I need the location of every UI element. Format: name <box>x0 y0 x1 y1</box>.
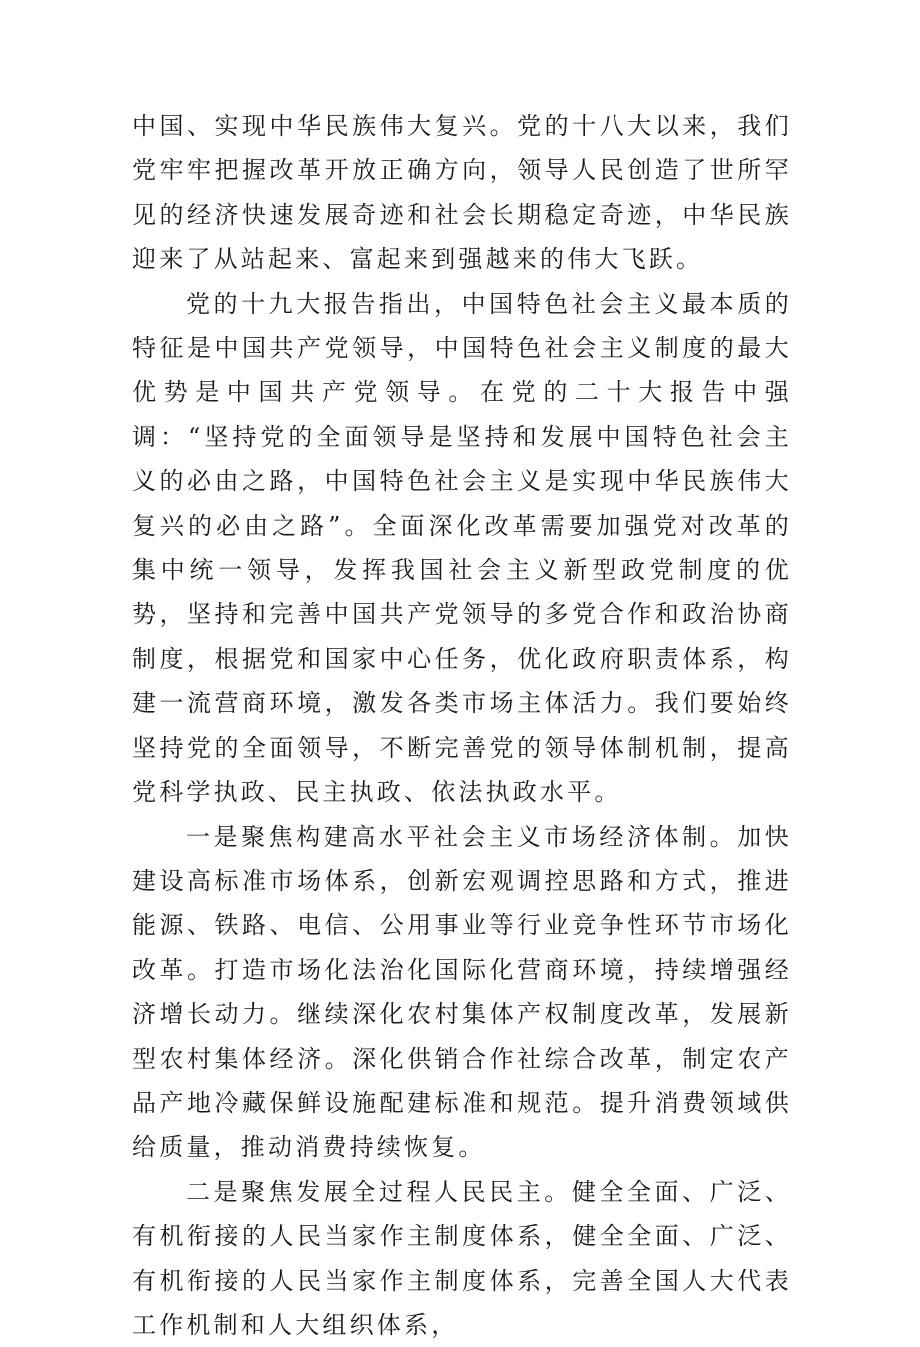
paragraph-4: 二是聚焦发展全过程人民民主。健全全面、广泛、有机衔接的人民当家作主制度体系，健全全面、广泛、有机衔接的人民当家作主制度体系，完善全国人大代表工作机制和人大组织体系， <box>132 1177 792 1339</box>
document-body <box>132 104 792 1347</box>
paragraph-1: 中国、实现中华民族伟大复兴。党的十八大以来，我们党牢牢把握改革开放正确方向，领导人民创造了世所罕见的经济快速发展奇迹和社会长期稳定奇迹，中华民族迎来了从站起来、富起来到强越来的伟大飞跃。 <box>132 112 792 274</box>
paragraph-2: 党的十九大报告指出，中国特色社会主义最本质的特征是中国共产党领导，中国特色社会主义制度的最大优势是中国共产党领导。在党的二十大报告中强调：“坚持党的全面领导是坚持和发展中国特色社会主义的必由之路，中国特色社会主义是实现中华民族伟大复兴的必由之路”。全面深化改革需要加强党对改革的集中统一领导，发挥我国社会主义新型政党制度的优势，坚持和完善中国共产党领导的多党合作和政治协商制度，根据党和国家中心任务，优化政府职责体系，构建一流营商环境，激发各类市场主体活力。我们要始终坚持党的全面领导，不断完善党的领导体制机制，提高党科学执政、民主执政、依法执政水平。 <box>132 289 792 807</box>
paragraph-3: 一是聚焦构建高水平社会主义市场经济体制。加快建设高标准市场体系，创新宏观调控思路和方式，推进能源、铁路、电信、公用事业等行业竞争性环节市场化改革。打造市场化法治化国际化营商环境，持续增强经济增长动力。继续深化农村集体产权制度改革，发展新型农村集体经济。深化供销合作社综合改革，制定农产品产地冷藏保鲜设施配建标准和规范。提升消费领域供给质量，推动消费持续恢复。 <box>132 822 792 1162</box>
